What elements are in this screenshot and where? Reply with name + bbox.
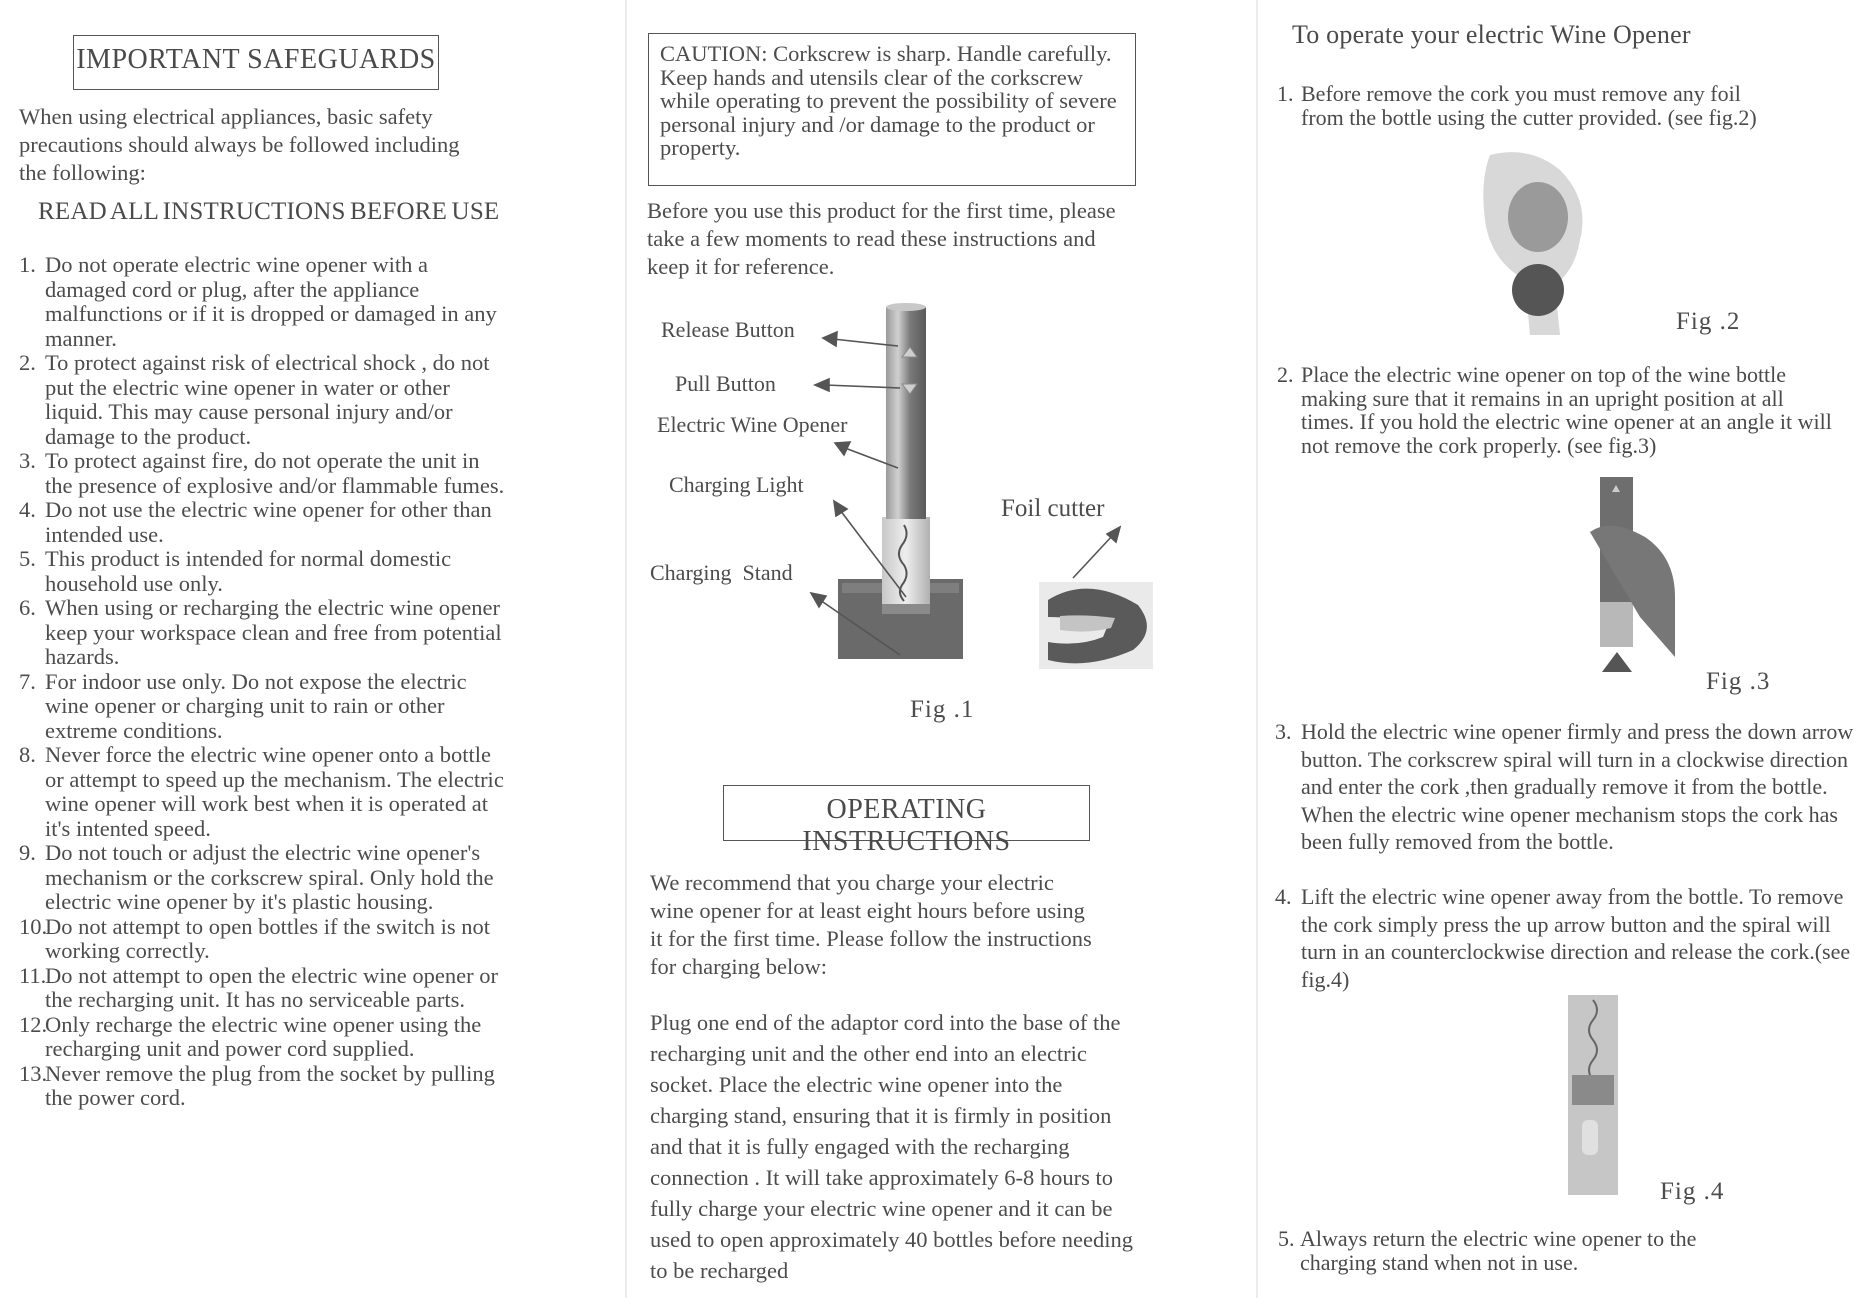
safeguard-number: 4. xyxy=(19,497,36,522)
safeguard-text: To protect against risk of electrical shock , do not put the electric wine opener in water or other liquid. This may cause personal injury and/or damage to the product. xyxy=(45,350,490,449)
safeguard-text: To protect against fire, do not operate the unit in the presence of explosive and/or flammable fumes. xyxy=(45,448,505,498)
step-text: Hold the electric wine opener firmly and press the down arrow button. The corkscrew spiral will turn in a clockwise direction and enter the cork ,then gradually remove it from the bottle. When the electric wine opener mechanism stops the cork has been fully removed from the bottle. xyxy=(1301,719,1854,854)
safeguard-text: When using or recharging the electric wine opener keep your workspace clean and free from potential hazards. xyxy=(45,595,502,669)
step-1 xyxy=(1277,82,1777,129)
safeguard-item xyxy=(19,596,507,670)
safeguard-item xyxy=(19,547,507,596)
step-text: Place the electric wine opener on top of the wine bottle making sure that it remains in an upright position at all times. If you hold the electric wine opener at an angle it will not remove the cork properly. (see fig.3) xyxy=(1301,362,1832,458)
read-instructions-heading: READ ALL INSTRUCTIONS BEFORE USE xyxy=(38,198,500,225)
safeguard-text: Do not attempt to open bottles if the switch is not working correctly. xyxy=(45,913,490,963)
fig3-caption: Fig .3 xyxy=(1706,668,1771,695)
step-number: 5. xyxy=(1278,1226,1295,1251)
safeguard-text: Only recharge the electric wine opener using the recharging unit and power cord supplied. xyxy=(45,1011,482,1061)
safeguard-number: 11. xyxy=(19,962,47,988)
arrow-stand-icon xyxy=(811,593,826,607)
safeguard-number: 10. xyxy=(19,913,48,939)
safeguard-item xyxy=(19,964,507,1013)
charging-instructions: Plug one end of the adaptor cord into the base of the recharging unit and the other end into an electric socket. Place the electric wine opener into the charging stand, ensuring that it is firmly in position and that it is fully engaged with the recharging connection . It will take approximately 6-8 hours to fully charge your electric wine opener and it can be used to open approximately 40 bottles before needing to be recharged xyxy=(650,1010,1133,1283)
opener-body xyxy=(886,307,926,519)
step-5 xyxy=(1278,1227,1758,1275)
safeguard-item xyxy=(19,1013,507,1062)
callout-foil-cutter: Foil cutter xyxy=(1001,495,1105,522)
step-number: 2. xyxy=(1277,362,1294,387)
step-number: 1. xyxy=(1277,81,1294,106)
panel-important-safeguards xyxy=(0,0,620,1298)
foil-cutter-shape xyxy=(1039,582,1153,669)
callout-charging-stand: Charging Stand xyxy=(650,560,793,585)
arrow-pull-icon xyxy=(815,379,829,391)
safeguard-item xyxy=(19,841,507,915)
step-text: Before remove the cork you must remove any foil from the bottle using the cutter provided. (see fig.2) xyxy=(1301,81,1757,130)
panel-operation-steps xyxy=(1250,0,1869,1298)
arrow-light-icon xyxy=(834,501,847,516)
fig3-hand-holding-opener xyxy=(1590,472,1690,687)
safeguard-number: 8. xyxy=(19,742,36,767)
safeguard-item xyxy=(19,670,507,744)
safeguard-list xyxy=(19,253,507,1111)
safeguard-text: Do not attempt to open the electric wine opener or the recharging unit. It has no serviceable parts. xyxy=(45,962,498,1012)
safeguard-number: 12. xyxy=(19,1011,48,1037)
safeguard-text: Do not touch or adjust the electric wine opener's mechanism or the corkscrew spiral. Only hold the electric wine opener by it's plastic housing. xyxy=(45,840,494,914)
safeguard-number: 13. xyxy=(19,1060,48,1086)
safeguards-intro: When using electrical appliances, basic safety precautions should always be followed including the following: xyxy=(19,104,460,185)
before-use-text: Before you use this product for the first time, please take a few moments to read these instructions and keep it for reference. xyxy=(647,198,1116,279)
step-text: Always return the electric wine opener to the charging stand when not in use. xyxy=(1300,1226,1697,1275)
safeguard-text: Never force the electric wine opener onto a bottle or attempt to speed up the mechanism. The electric wine opener will work best when it is operated at it's intented speed. xyxy=(45,742,504,841)
safeguard-item xyxy=(19,253,507,351)
safeguard-item xyxy=(19,915,507,964)
callout-electric-wine-opener: Electric Wine Opener xyxy=(657,412,848,437)
safeguard-number: 9. xyxy=(19,840,36,865)
safeguard-item xyxy=(19,351,507,449)
safeguard-number: 3. xyxy=(19,448,36,473)
caution-text: CAUTION: Corkscrew is sharp. Handle carefully. Keep hands and utensils clear of the corkscrew while operating to prevent the possibility of severe personal injury and /or damage to the product or property. xyxy=(660,41,1117,160)
safeguard-text: Do not operate electric wine opener with a damaged cord or plug, after the appliance malfunctions or if it is dropped or damaged in any manner. xyxy=(45,252,497,351)
step-2 xyxy=(1277,363,1837,457)
fig4-caption: Fig .4 xyxy=(1660,1178,1725,1205)
safeguard-text: This product is intended for normal domestic household use only. xyxy=(45,546,452,596)
step-4 xyxy=(1275,883,1855,993)
fig1-caption: Fig .1 xyxy=(910,696,975,723)
safeguard-number: 1. xyxy=(19,252,36,277)
step-3 xyxy=(1275,718,1855,856)
callout-release-button: Release Button xyxy=(661,317,795,342)
safeguard-item xyxy=(19,449,507,498)
safeguard-number: 7. xyxy=(19,668,36,694)
arrow-opener-icon xyxy=(835,442,850,455)
fig2-hand-cutting-foil xyxy=(1480,145,1610,345)
callout-pull-button: Pull Button xyxy=(675,371,776,396)
charge-recommendation: We recommend that you charge your electric wine opener for at least eight hours before using it for the first time. Please follow the instructions for charging below: xyxy=(650,870,1092,979)
fig4-cork-release xyxy=(1568,995,1618,1195)
step-number: 4. xyxy=(1275,884,1292,909)
operating-instructions-title xyxy=(723,785,1090,857)
operation-title: To operate your electric Wine Opener xyxy=(1292,20,1691,49)
safeguard-item xyxy=(19,743,507,841)
safeguards-title xyxy=(73,35,439,90)
wine-opener-illustration xyxy=(620,0,1250,720)
arrow-release-icon xyxy=(823,332,837,346)
safeguard-number: 5. xyxy=(19,546,36,571)
safeguards-title-text: IMPORTANT SAFEGUARDS xyxy=(76,44,436,75)
safeguard-text: For indoor use only. Do not expose the electric wine opener or charging unit to rain or other extreme conditions. xyxy=(45,668,467,743)
safeguard-item xyxy=(19,1062,507,1111)
panel-caution-and-charging xyxy=(620,0,1250,1298)
safeguard-number: 6. xyxy=(19,595,36,620)
safeguard-text: Do not use the electric wine opener for other than intended use. xyxy=(45,497,492,547)
operating-instructions-title-text: OPERATING INSTRUCTIONS xyxy=(802,794,1011,857)
step-number: 3. xyxy=(1275,719,1292,744)
safeguard-text: Never remove the plug from the socket by pulling the power cord. xyxy=(45,1060,495,1110)
callout-charging-light: Charging Light xyxy=(669,472,804,497)
fig2-caption: Fig .2 xyxy=(1676,308,1741,335)
step-text: Lift the electric wine opener away from the bottle. To remove the cork simply press the up arrow button and the spiral will turn in an counterclockwise direction and release the cork.(see fig.4) xyxy=(1301,884,1851,992)
safeguard-item xyxy=(19,498,507,547)
safeguard-number: 2. xyxy=(19,350,36,375)
